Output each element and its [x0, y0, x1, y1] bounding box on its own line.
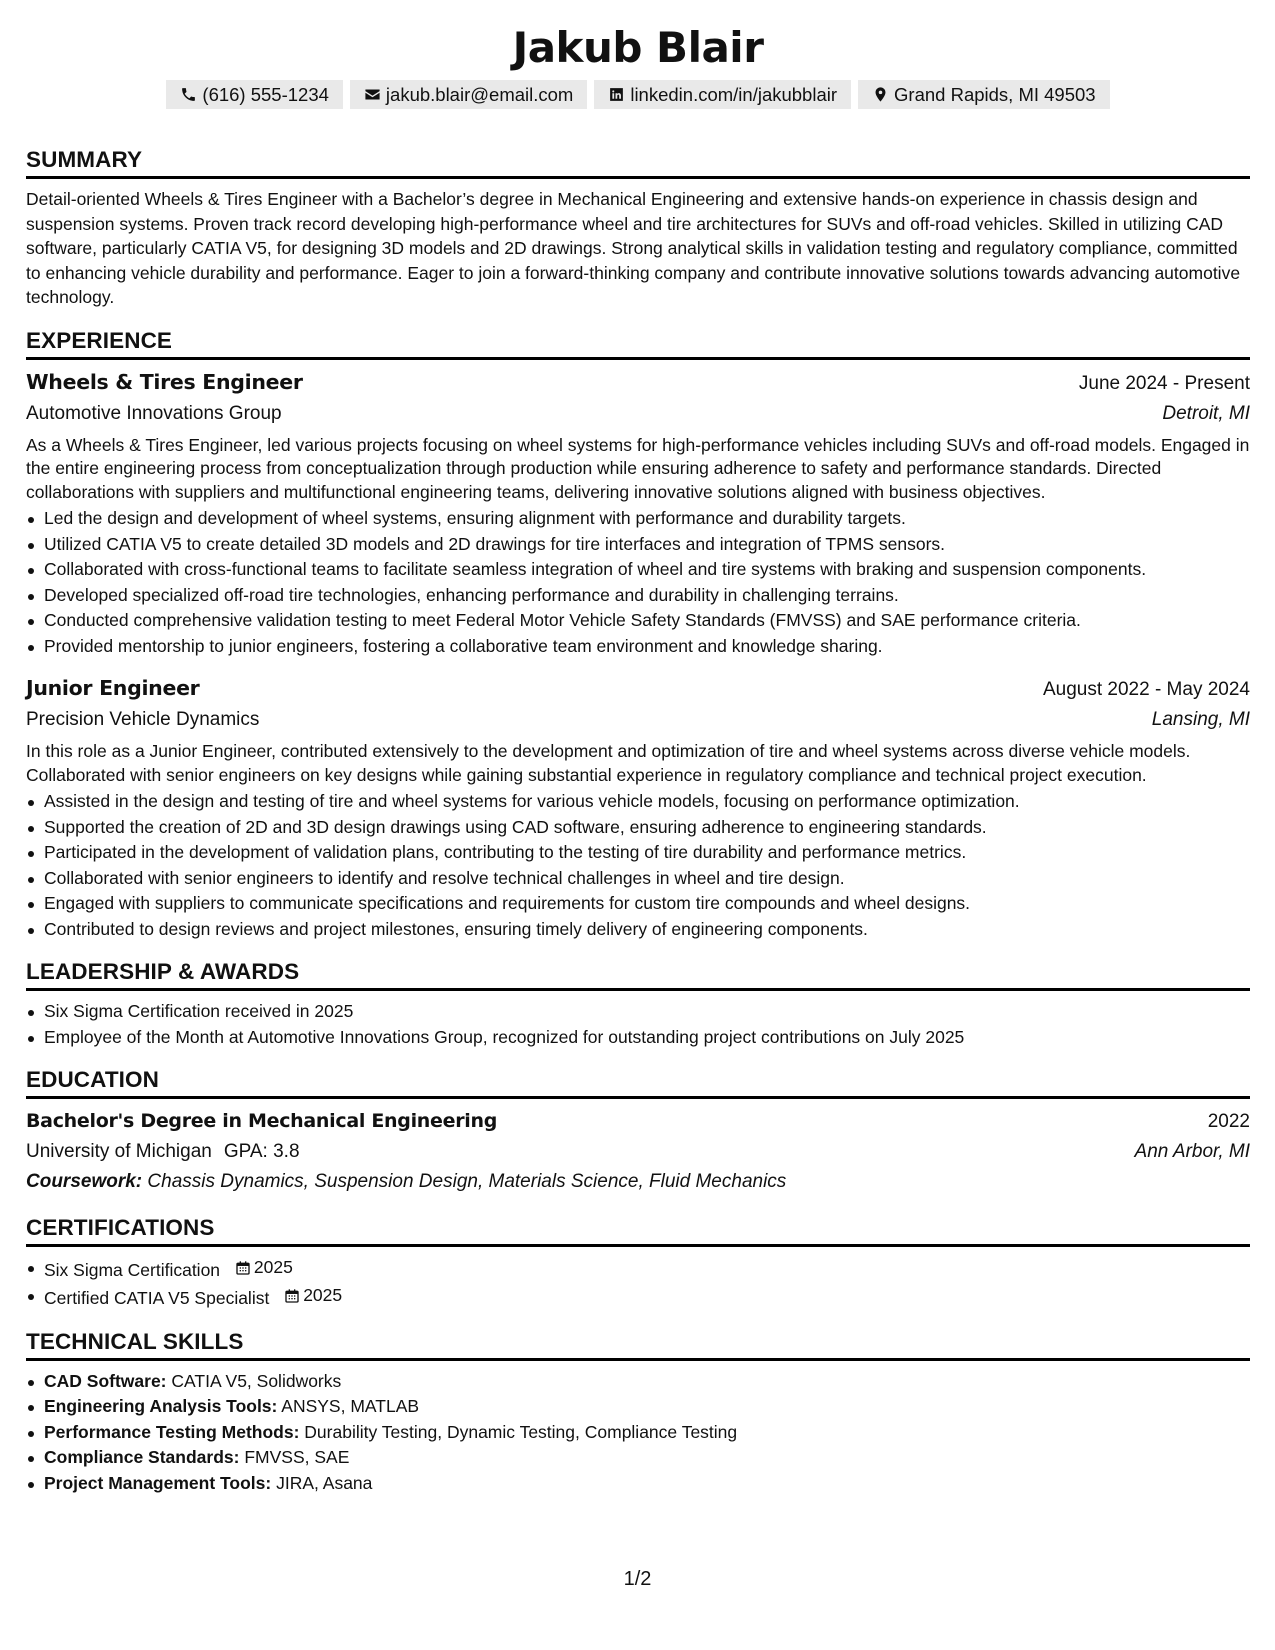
list-item: [26, 1369, 1250, 1395]
leadership-heading: LEADERSHIP & AWARDS: [26, 959, 1250, 991]
certification-name: Six Sigma Certification: [44, 1259, 221, 1280]
contact-email[interactable]: [350, 80, 587, 109]
coursework: [26, 1167, 1250, 1197]
job-title: Wheels & Tires Engineer: [26, 369, 303, 394]
skill-value: FMVSS, SAE: [244, 1447, 350, 1467]
contact-phone-text: (616) 555-1234: [202, 83, 329, 105]
list-item: [26, 1420, 1250, 1446]
school-name: University of Michigan: [26, 1141, 212, 1162]
skill-label: Project Management Tools:: [44, 1472, 272, 1493]
summary-heading: SUMMARY: [26, 147, 1250, 179]
summary-text: Detail-oriented Wheels & Tires Engineer with a Bachelor’s degree in Mechanical Engineering and extensive hands-on experience in chassis design and suspension systems. Proven track record developing high-performance wheel and tire architectures for SUVs and off-road vehicles. Skilled in utilizing CAD software, particularly CATIA V5, for designing 3D models and 2D drawings. Strong analytical skills in validation testing and regulatory compliance, committed to enhancing vehicle durability and performance. Eager to join a forward-thinking company and contribute innovative solutions towards advancing automotive technology.: [26, 189, 1241, 307]
list-item: Conducted comprehensive validation testing to meet Federal Motor Vehicle Safety Standards (FMVSS) and SAE performance criteria.: [26, 608, 1250, 634]
skill-label: Performance Testing Methods:: [44, 1421, 300, 1442]
list-item: Utilized CATIA V5 to create detailed 3D models and 2D drawings for tire interfaces and integration of TPMS sensors.: [26, 532, 1250, 558]
list-item: Participated in the development of validation plans, contributing to the testing of tire durability and performance metrics.: [26, 840, 1250, 866]
phone-icon: [180, 86, 197, 103]
list-item: [26, 1445, 1250, 1471]
list-item: Assisted in the design and testing of tire and wheel systems for various vehicle models, focusing on performance optimization.: [26, 789, 1250, 815]
skill-label: Compliance Standards:: [44, 1447, 240, 1467]
certifications-list: [26, 1255, 1250, 1312]
list-item: Supported the creation of 2D and 3D design drawings using CAD software, ensuring adherence to engineering standards.: [26, 815, 1250, 841]
list-item: Led the design and development of wheel systems, ensuring alignment with performance and durability targets.: [26, 506, 1250, 532]
certification-date: [235, 1255, 293, 1281]
job-bullets: [26, 789, 1250, 942]
contact-location: [858, 80, 1110, 109]
skills-list: [26, 1369, 1250, 1497]
contact-phone: [166, 80, 343, 109]
gpa: GPA: 3.8: [223, 1141, 300, 1162]
skills-heading: TECHNICAL SKILLS: [26, 1329, 1250, 1361]
job-location: Lansing, MI: [1151, 709, 1250, 730]
job-dates: June 2024 - Present: [1078, 372, 1250, 394]
contact-row: [26, 80, 1250, 109]
skill-label: Engineering Analysis Tools:: [44, 1396, 278, 1416]
skill-value: ANSYS, MATLAB: [281, 1396, 420, 1416]
coursework-label: Coursework:: [26, 1171, 143, 1192]
list-item: [26, 1283, 1250, 1311]
contact-location-text: Grand Rapids, MI 49503: [894, 83, 1096, 105]
job-entry: [26, 673, 1250, 942]
certification-year: 2025: [303, 1285, 343, 1306]
skills-section: [26, 1329, 1250, 1497]
certification-name: Certified CATIA V5 Specialist: [44, 1288, 270, 1308]
contact-linkedin[interactable]: [594, 80, 851, 109]
job-title: Junior Engineer: [26, 676, 200, 700]
leadership-section: [26, 959, 1250, 1050]
education-heading: EDUCATION: [26, 1067, 1250, 1099]
linkedin-icon: [608, 86, 625, 103]
list-item: [26, 1394, 1250, 1420]
leadership-list: [26, 999, 1250, 1050]
skill-value: JIRA, Asana: [276, 1472, 373, 1493]
job-dates: August 2022 - May 2024: [1042, 679, 1250, 700]
job-bullets: [26, 506, 1250, 659]
degree-title: Bachelor's Degree in Mechanical Engineering: [26, 1110, 498, 1132]
education-entry: [26, 1106, 1250, 1197]
location-pin-icon: [872, 86, 889, 103]
page-number: 1/2: [623, 1568, 652, 1590]
envelope-icon: [364, 86, 381, 103]
resume-page: [26, 22, 1250, 1496]
list-item: [26, 1255, 1250, 1283]
list-item: Provided mentorship to junior engineers, fostering a collaborative team environment and knowledge sharing.: [26, 634, 1250, 660]
skill-value: Durability Testing, Dynamic Testing, Compliance Testing: [304, 1421, 738, 1442]
job-description: In this role as a Junior Engineer, contributed extensively to the development and optimization of tire and wheel systems across diverse vehicle models. Collaborated with senior engineers on key designs while gaining substantial experience in regulatory compliance and technical project execution.: [26, 741, 1191, 785]
job-entry: [26, 367, 1250, 660]
job-description: As a Wheels & Tires Engineer, led various projects focusing on wheel systems for high-performance vehicles including SUVs and off-road models. Engaged in the entire engineering process from conceptualization through production while ensuring adherence to safety and performance standards. Directed collaborations with suppliers and multifunctional engineering teams, delivering innovative solutions aligned with business objectives.: [26, 434, 1250, 502]
list-item: [26, 1471, 1250, 1497]
coursework-list: Chassis Dynamics, Suspension Design, Materials Science, Fluid Mechanics: [147, 1171, 787, 1192]
list-item: Six Sigma Certification received in 2025: [26, 999, 1250, 1025]
school-location: Ann Arbor, MI: [1134, 1141, 1250, 1162]
skill-label: CAD Software:: [44, 1370, 167, 1391]
calendar-icon: [284, 1288, 300, 1304]
list-item: Employee of the Month at Automotive Innovations Group, recognized for outstanding project contributions on July 2025: [26, 1025, 1250, 1051]
certification-date: [284, 1283, 342, 1309]
candidate-name: Jakub Blair: [512, 23, 764, 72]
job-location: Detroit, MI: [1162, 402, 1250, 424]
list-item: Collaborated with senior engineers to identify and resolve technical challenges in wheel and tire design.: [26, 866, 1250, 892]
certification-year: 2025: [253, 1257, 293, 1277]
experience-section: [26, 328, 1250, 943]
summary-section: [26, 147, 1250, 310]
job-company: Precision Vehicle Dynamics: [26, 709, 260, 730]
list-item: Collaborated with cross-functional teams to facilitate seamless integration of wheel and tire systems with braking and suspension components.: [26, 557, 1250, 583]
list-item: Contributed to design reviews and project milestones, ensuring timely delivery of engineering components.: [26, 917, 1250, 943]
education-section: [26, 1067, 1250, 1197]
school-line: [26, 1137, 300, 1167]
graduation-year: 2022: [1207, 1111, 1250, 1132]
experience-heading: EXPERIENCE: [26, 328, 1250, 360]
list-item: Developed specialized off-road tire technologies, enhancing performance and durability in challenging terrains.: [26, 583, 1250, 609]
job-company: Automotive Innovations Group: [26, 402, 282, 424]
contact-linkedin-text: linkedin.com/in/jakubblair: [630, 83, 838, 105]
contact-email-text: jakub.blair@email.com: [385, 83, 574, 105]
certifications-section: [26, 1215, 1250, 1312]
list-item: Engaged with suppliers to communicate specifications and requirements for custom tire compounds and wheel designs.: [26, 891, 1250, 917]
calendar-icon: [235, 1260, 251, 1276]
skill-value: CATIA V5, Solidworks: [171, 1370, 342, 1391]
certifications-heading: CERTIFICATIONS: [26, 1215, 1250, 1247]
